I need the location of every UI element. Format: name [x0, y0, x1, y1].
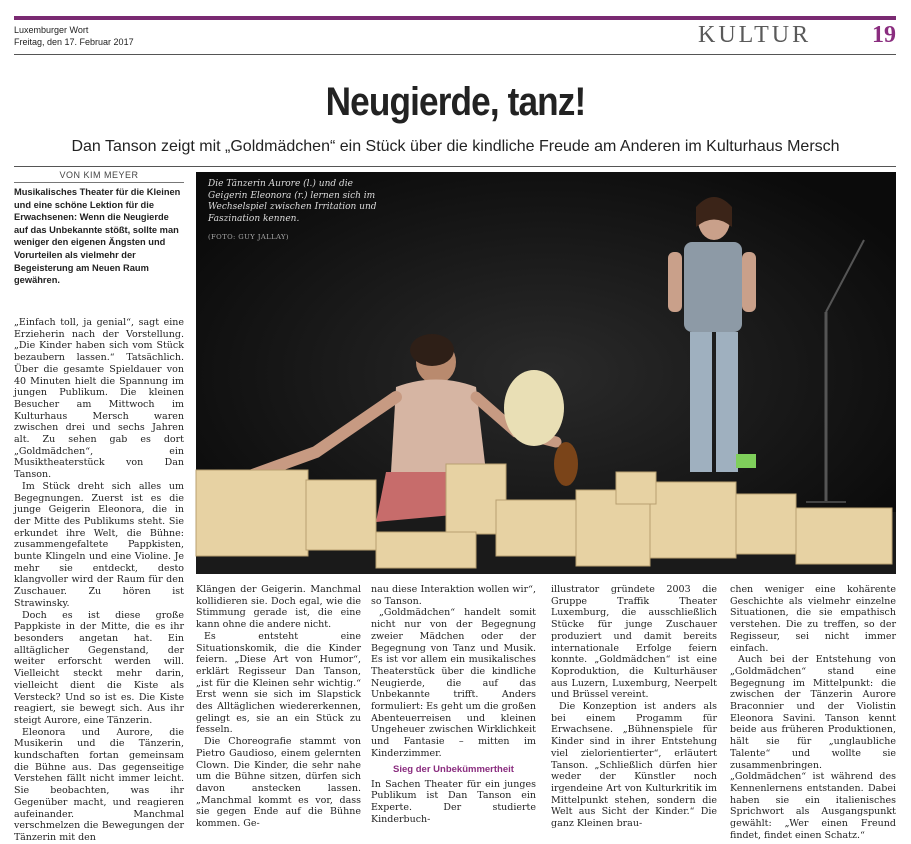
- article-column-3: [371, 584, 536, 835]
- headline-divider: [14, 166, 896, 167]
- stage-photo-illustration: [196, 172, 896, 574]
- masthead-color-bar: [14, 16, 896, 20]
- photo-caption: Die Tänzerin Aurore (l.) und die Geigerin Eleonora (r.) lernen sich im Wechselspiel zwischen Irritation und Faszination kennen.: [208, 179, 377, 224]
- page-number: 19: [872, 22, 896, 48]
- paragraph: illustrator gründete 2003 die Gruppe Traffik Theater Luxemburg, die ausschließlich Stücke für junge Zuschauer produziert und damit bereits internationale Erfolge feiern konnte. „Goldmädchen“ ist eine Koproduktion, die Kulturhäuser aus Luzern, Luxemburg, Neerpelt und Brüssel vereint.: [551, 584, 717, 701]
- article-photo: [196, 172, 896, 574]
- section-subheading: Sieg der Unbekümmertheit: [393, 763, 514, 775]
- masthead-divider: [14, 54, 896, 55]
- article-headline: Neugierde, tanz!: [325, 80, 586, 124]
- paragraph: Eleonora und Aurore, die Musikerin und die Tänzerin, kundschaften fortan gemeinsam die Bühne aus. Das gegenseitige Verstehen fällt nicht immer leicht. Sie beobachten, was ihr Gegenüber macht, und reagieren aufeinander. Manchmal verschmelzen die Bewegungen der Tänzerin mit den: [14, 726, 184, 843]
- article-column-4: [551, 584, 717, 835]
- newspaper-name: Luxemburger Wort: [14, 25, 89, 35]
- paragraph: In Sachen Theater für ein junges Publikum ist Dan Tanson ein Experte. Der studierte Kinderbuch-: [371, 778, 536, 825]
- paragraph: „Goldmädchen“ handelt somit nicht nur von der Begegnung zweier Mädchen oder der Begegnung von Tanz und Musik. Es ist vor allem ein musikalisches Theaterstück über die kindliche Neugierde, die auf das Unbekannte trifft. Anders formuliert: Es geht um die großen Abenteuerreisen und kleinen Ungeheuer zwischen Wirklichkeit und Fantasie – mitten im Kinderzimmer.: [371, 607, 537, 759]
- paragraph: Auch bei der Entstehung von „Goldmädchen“ stand eine Begegnung im Mittelpunkt: die zwischen der Tänzerin Aurore Braconnier und der Violistin Eleonora Savini. Tanson kennt beide aus früheren Produktionen, hält sie für „unglaubliche Talente“ und wollte sie zusammenbringen. „Goldmädchen“ ist während des Kennenlernens entstanden. Dabei haben sie ein italienisches Sprichwort als Ausgangspunkt gewählt: „Wer einen Freund findet, findet einen Schatz.“: [730, 654, 896, 841]
- issue-date: Freitag, den 17. Februar 2017: [14, 37, 134, 47]
- paragraph: Doch es ist diese große Pappkiste in der Mitte, die es ihr besonders angetan hat. Ein alltäglicher Gegenstand, der weiter erforscht werden will. Vielleicht steckt mehr darin, vielleicht dient die Kiste als Versteck? Und so ist es. Die Kiste reagiert, sie bewegt sich. Aus ihr steigt Aurore, eine Tänzerin.: [14, 609, 184, 726]
- article-subheadline: Dan Tanson zeigt mit „Goldmädchen“ ein Stück über die kindliche Freude am Anderen im Kulturhaus Mersch: [71, 138, 840, 155]
- paragraph: Die Choreografie stammt von Pietro Gaudioso, einem gelernten Clown. Die Kinder, die sehr nahe um die Bühne sitzen, dürfen sich davon anstecken lassen. „Manchmal kommt es vor, dass sie gegen Ende auf die Bühne kommen. Ge-: [196, 736, 361, 830]
- article-column-1: [14, 317, 184, 843]
- paragraph: Die Konzeption ist anders als bei einem Progamm für Erwachsene. „Bühnenspiele für Kinder sind in ihrer Entstehung viel zielorientierter“, erläutert Tanson. „Schließlich dürfen hier weder der Künstler noch irgendeine Art von Kulturkritik im Mittelpunkt stehen, sondern die Welt aus Sicht der Kinder.“ Die ganz Kleinen brau-: [551, 701, 717, 830]
- byline-divider: [14, 182, 184, 183]
- article-lead: Musikalisches Theater für die Kleinen und eine schöne Lektion für die Erwachsenen: Wenn die Neugierde auf das Unbekannte stößt, sollte man weniger den eigenen Ängsten und Vorurteilen als vielmehr der Begeisterung am Neuen Raum gewähren.: [14, 187, 181, 286]
- paragraph: Im Stück dreht sich alles um Begegnungen. Zuerst ist es die junge Geigerin Eleonora, die in der Mitte des Publikums steht. Sie erkundet ihre Welt, die Bühne: zusammengefaltete Pappkisten, bunte Klingeln und eine Violine. Je mehr sie entdeckt, desto klangvoller wird der Raum für den Zuschauer. Zu hören ist Strawinsky.: [14, 480, 184, 609]
- paragraph: „Einfach toll, ja genial“, sagt eine Erzieherin nach der Vorstellung. „Die Kinder haben sich vom Stück bezaubern lassen.“ Tatsächlich. Über die gesamte Spieldauer von 40 Minuten hielt die Spannung im jungen Publikum. Die kleinen Besucher am Mittwoch im Kulturhaus Mersch waren zwischen drei und sechs Jahren alt. Zu sehen gab es dort „Goldmädchen“, ein Musiktheaterstück von Dan Tanson.: [14, 317, 184, 481]
- article-column-5: [730, 584, 896, 841]
- paragraph: nau diese Interaktion wollen wir“, so Tanson.: [371, 584, 536, 607]
- photo-credit: (FOTO: GUY JALLAY): [208, 233, 289, 241]
- section-title: KULTUR: [698, 22, 812, 48]
- article-column-2: [196, 584, 361, 835]
- paragraph: Klängen der Geigerin. Manchmal kollidieren sie. Doch egal, wie die Stimmung gerade ist, die eine kann ohne die andere nicht.: [196, 584, 361, 631]
- byline: VON KIM MEYER: [59, 170, 139, 180]
- paragraph: chen weniger eine kohärente Geschichte als vielmehr einzelne Situationen, die sie empathisch verstehen. Die zu treffen, so der Regisseur, sei nicht immer einfach.: [730, 584, 896, 654]
- paragraph: Es entsteht eine Situationskomik, die die Kinder feiern. „Diese Art von Humor“, erklärt Regisseur Dan Tanson, „ist für die Kleinen sehr wichtig.“ Erst wenn sie sich im Slapstick des Alltäglichen wiedererkennen, gelingt es, sie an ein Stück zu fesseln.: [196, 630, 361, 736]
